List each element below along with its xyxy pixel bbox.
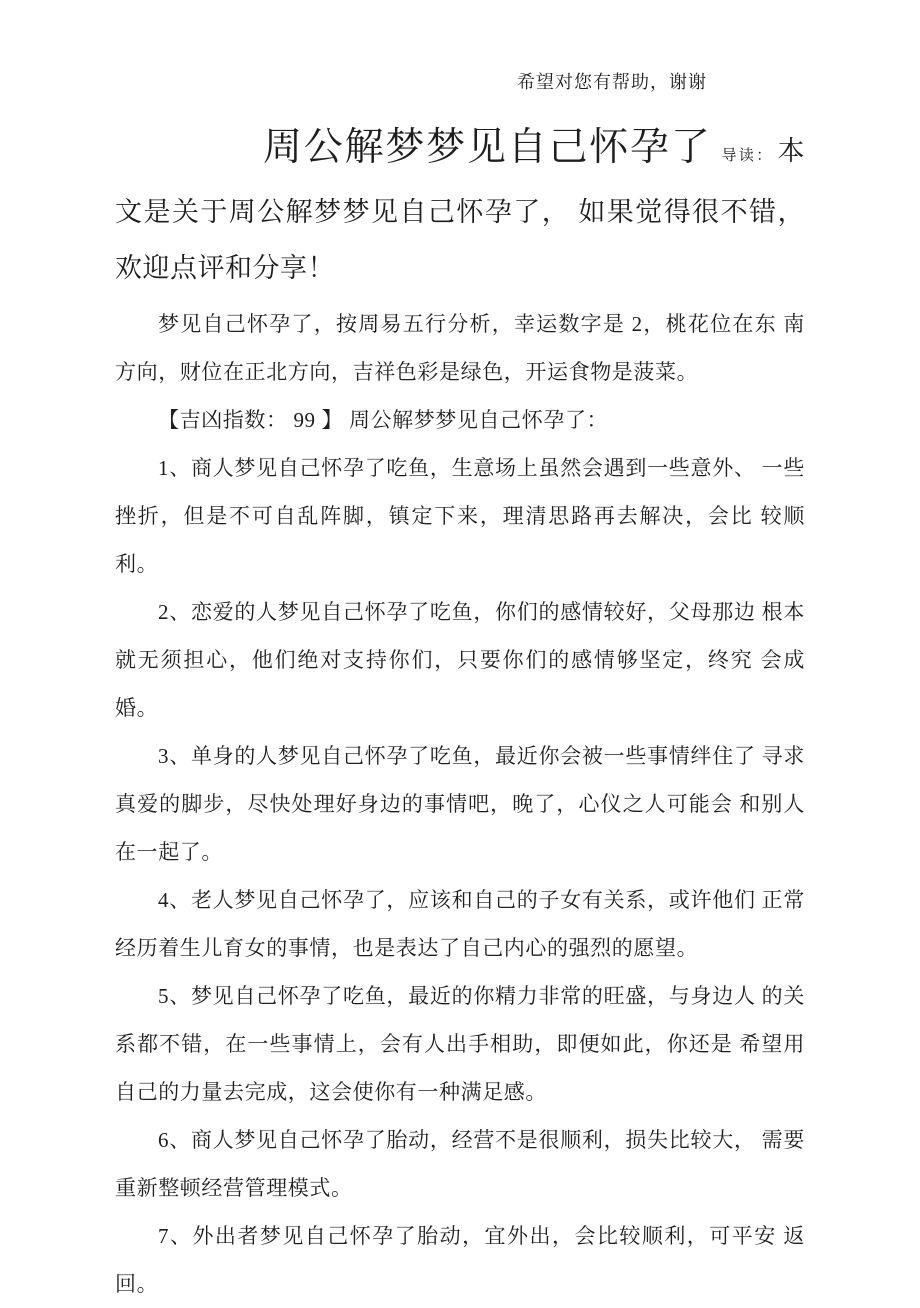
body-paragraph: 4、老人梦见自己怀孕了，应该和自己的子女有关系，或许他们 正常经历着生儿育女的事情，也是表达了自己内心的强烈的愿望。: [115, 888, 805, 960]
body-paragraph: 7、外出者梦见自己怀孕了胎动，宜外出，会比较顺利，可平安 返回。: [115, 1224, 805, 1296]
page-header-note: 希望对您有帮助，谢谢: [517, 72, 707, 92]
body-paragraph: 6、商人梦见自己怀孕了胎动，经营不是很顺利，损失比较大， 需要重新整顿经营管理模式。: [115, 1128, 805, 1200]
document-body: [115, 300, 805, 1308]
body-paragraph: 1、商人梦见自己怀孕了吃鱼，生意场上虽然会遇到一些意外、 一些挫折，但是不可自乱阵脚，镇定下来，理清思路再去解决，会比 较顺利。: [115, 456, 805, 576]
body-paragraph: 【吉凶指数： 99 】 周公解梦梦见自己怀孕了：: [158, 408, 609, 432]
document-title: 周公解梦梦见自己怀孕了: [263, 126, 712, 169]
body-paragraph: 3、单身的人梦见自己怀孕了吃鱼，最近你会被一些事情绊住了 寻求真爱的脚步，尽快处理好身边的事情吧，晚了，心仪之人可能会 和别人在一起了。: [115, 744, 805, 864]
lead-in-text: 本文是关于周公解梦梦见自己怀孕了， 如果觉得很不错， 欢迎点评和分享！: [115, 136, 805, 283]
title-paragraph: [115, 120, 805, 296]
body-paragraph: 2、恋爱的人梦见自己怀孕了吃鱼，你们的感情较好，父母那边 根本就无须担心，他们绝对支持你们，只要你们的感情够坚定，终究 会成婚。: [115, 600, 805, 720]
lead-in-label: 导读：: [721, 148, 774, 164]
body-paragraph: 5、梦见自己怀孕了吃鱼，最近的你精力非常的旺盛，与身边人 的关系都不错，在一些事情上，会有人出手相助，即便如此，你还是 希望用自己的力量去完成，这会使你有一种满足感。: [115, 984, 805, 1104]
body-paragraph: 梦见自己怀孕了，按周易五行分析，幸运数字是 2，桃花位在东 南方向，财位在正北方向，吉祥色彩是绿色，开运食物是菠菜。: [115, 312, 805, 384]
